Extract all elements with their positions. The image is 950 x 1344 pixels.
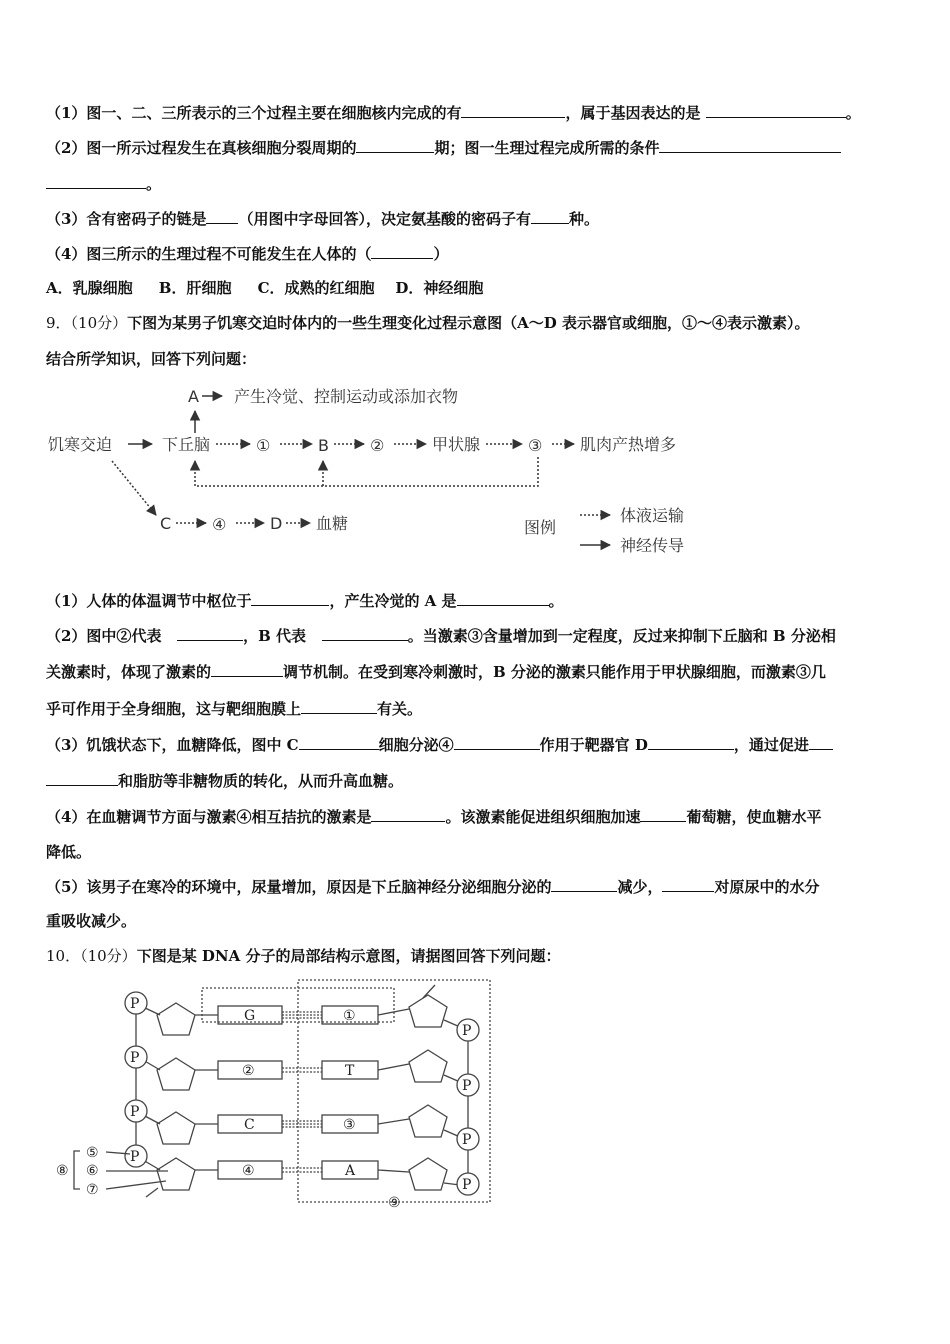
bond: [378, 1170, 409, 1172]
q9-sub-3: [46, 734, 833, 755]
q8-p1-text-a: （1）图一、二、三所表示的三个过程主要在细胞核内完成的有: [46, 104, 462, 122]
deoxyribose-left: [157, 1158, 195, 1190]
answer-blank: [648, 734, 734, 750]
legend-fluid-label: 体液运输: [620, 506, 685, 525]
q9-intro-a: 下图为某男子饥寒交迫时体内的一些生理变化过程示意图（A～D 表示器官或细胞，①～④表示激素）。: [127, 314, 810, 332]
q9-sub-4: [46, 806, 821, 827]
deoxyribose-right: [409, 995, 447, 1027]
q9-sub-5-cont: [46, 911, 136, 931]
answer-blank: [659, 137, 841, 153]
deoxyribose-left: [157, 1003, 195, 1035]
deoxyribose-left: [157, 1112, 195, 1144]
question-number: 9．（10分）: [46, 314, 128, 332]
q9-s3-text-b: 细胞分泌④: [378, 736, 454, 754]
q9-sub-1: [46, 590, 564, 611]
answer-blank: [322, 625, 408, 641]
phosphate-label: P: [462, 1023, 472, 1039]
option-a: A．乳腺细胞: [46, 279, 133, 297]
q9-intro-cont: [46, 349, 256, 369]
option-d: D．神经细胞: [395, 279, 484, 297]
label-5: ⑤: [86, 1145, 99, 1161]
q9-s2-text-g: 有关。: [377, 700, 423, 718]
phosphate-label: P: [130, 1104, 140, 1120]
feedback-arrow: [195, 457, 538, 486]
q8-p4-text-b: ）: [433, 245, 449, 263]
legend-title: 图例: [524, 518, 557, 537]
answer-blank: [301, 698, 377, 714]
phosphate-label: P: [462, 1078, 472, 1094]
legend-nerve-label: 神经传导: [620, 536, 685, 555]
q9-sub-2-cont-2: [46, 698, 422, 719]
answer-blank: [177, 625, 243, 641]
label-8: ⑧: [56, 1163, 69, 1179]
label-6: ⑥: [86, 1163, 99, 1179]
q8-line-1: [46, 102, 861, 123]
question-number: 10．（10分）: [46, 947, 137, 965]
phosphate-label: P: [130, 996, 140, 1012]
deoxyribose-right: [409, 1158, 447, 1190]
nerve-arrow: [112, 461, 156, 515]
node-b: B: [318, 436, 329, 455]
answer-blank: [454, 734, 540, 750]
q9-s5-text-a: （5）该男子在寒冷的环境中，尿量增加，原因是下丘脑神经分泌细胞分泌的: [46, 878, 552, 896]
q9-intro-b: 结合所学知识，回答下列问题：: [46, 350, 257, 368]
hormone-4: ④: [212, 515, 227, 534]
label-9: ⑨: [388, 1195, 401, 1211]
label-7: ⑦: [86, 1182, 99, 1198]
q9-s5-text-d: 重吸收减少。: [46, 912, 137, 930]
bond: [378, 1119, 409, 1124]
hormone-1: ①: [256, 436, 271, 455]
q9-s1-text-c: 。: [548, 592, 564, 610]
phosphate-label: P: [130, 1050, 140, 1066]
q9-s2-text-c: 。当激素③含量增加到一定程度，反过来抑制下丘脑和 B 分泌相: [407, 627, 836, 645]
deoxyribose-left: [157, 1058, 195, 1090]
bond: [378, 1064, 409, 1070]
q8-p4-text-a: （4）图三所示的生理过程不可能发生在人体的（: [46, 245, 372, 263]
q8-p2-text-a: （2）图一所示过程发生在真核细胞分裂周期的: [46, 139, 357, 157]
q9-s1-text-b: ，产生冷觉的 A 是: [329, 592, 457, 610]
base-label-left: ④: [242, 1163, 255, 1179]
answer-blank: [46, 173, 146, 189]
hormone-3: ③: [528, 436, 543, 455]
q9-s5-text-b: 减少，: [617, 878, 663, 896]
q8-p2-text-c: 。: [146, 175, 162, 193]
answer-blank: [706, 102, 846, 118]
answer-blank: [371, 806, 445, 822]
answer-blank: [531, 208, 569, 224]
answer-blank: [662, 876, 714, 892]
q9-s4-text-c: 葡萄糖，使血糖水平: [686, 808, 822, 826]
answer-blank: [211, 661, 283, 677]
q10-intro: [46, 946, 561, 966]
q9-intro: [46, 313, 810, 333]
result-text: 肌肉产热增多: [580, 435, 677, 454]
q8-p1-text-c: 。: [845, 104, 861, 122]
phosphate-label: P: [462, 1177, 472, 1193]
bracket: [74, 1151, 80, 1189]
node-c: C: [160, 514, 172, 533]
q8-options: [46, 278, 483, 298]
node-a: A: [188, 387, 199, 406]
pointer-line: [106, 1181, 166, 1189]
deoxyribose-right: [409, 1050, 447, 1082]
answer-blank: [206, 208, 238, 224]
q9-s3-text-d: ，通过促进: [733, 736, 809, 754]
q9-s3-text-c: 作用于靶器官 D: [539, 736, 648, 754]
q9-sub-4-cont: [46, 842, 91, 862]
q9-sub-5: [46, 876, 819, 897]
q9-s2-text-b: ，B 代表: [243, 627, 307, 645]
q9-s2-text-a: （2）图中②代表: [46, 627, 162, 645]
regulation-flow-diagram: [40, 375, 720, 570]
hormone-2: ②: [370, 436, 385, 455]
q9-s4-text-b: 。该激素能促进组织细胞加速: [445, 808, 641, 826]
q9-s2-text-f: 乎可作用于全身细胞，这与靶细胞膜上: [46, 700, 302, 718]
answer-blank: [640, 806, 686, 822]
answer-blank: [457, 590, 549, 606]
hypothalamus: 下丘脑: [162, 435, 211, 454]
q8-p1-text-b: ，属于基因表达的是: [565, 104, 701, 122]
base-label-left: G: [244, 1008, 256, 1024]
q9-s2-text-e: 调节机制。在受到寒冷刺激时，B 分泌的激素只能作用于甲状腺细胞，而激素③几: [283, 663, 826, 681]
answer-blank: [356, 137, 434, 153]
base-label-left: ②: [242, 1063, 255, 1079]
answer-blank: [551, 876, 617, 892]
q9-s1-text-a: （1）人体的体温调节中枢位于: [46, 592, 252, 610]
q8-line-3: [46, 208, 599, 229]
q9-s4-text-d: 降低。: [46, 843, 92, 861]
a-response-text: 产生冷觉、控制运动或添加衣物: [234, 387, 459, 406]
node-d: D: [270, 514, 283, 533]
answer-blank: [809, 734, 833, 750]
q9-s4-text-a: （4）在血糖调节方面与激素④相互拮抗的激素是: [46, 808, 372, 826]
base-pair-box: [202, 988, 394, 1022]
base-label-right: ①: [343, 1008, 356, 1024]
deoxyribose-right: [409, 1105, 447, 1137]
answer-blank: [299, 734, 379, 750]
base-label-left: C: [244, 1117, 255, 1133]
q10-intro-text: 下图是某 DNA 分子的局部结构示意图，请据图回答下列问题：: [136, 947, 561, 965]
answer-blank: [251, 590, 329, 606]
q8-p3-text-a: （3）含有密码子的链是: [46, 210, 207, 228]
answer-blank: [461, 102, 565, 118]
q9-s5-text-c: 对原尿中的水分: [714, 878, 820, 896]
blood-sugar: 血糖: [316, 514, 349, 533]
q8-p3-text-b: （用图中字母回答），决定氨基酸的密码子有: [238, 210, 531, 228]
base-label-right: ③: [343, 1117, 356, 1133]
q8-line-4: [46, 243, 448, 264]
answer-blank: [371, 243, 433, 259]
q8-line-2-cont: [46, 173, 161, 194]
q9-sub-2-cont: [46, 661, 826, 682]
q9-s3-text-e: 和脂肪等非糖物质的转化，从而升高血糖。: [118, 772, 404, 790]
q9-s3-text-a: （3）饥饿状态下，血糖降低，图中 C: [46, 736, 299, 754]
hydrogen-bonds: [282, 1012, 322, 1172]
thyroid: 甲状腺: [432, 435, 481, 454]
base-label-right: A: [345, 1163, 356, 1179]
phosphate-label: P: [130, 1149, 140, 1165]
phosphate-label: P: [462, 1132, 472, 1148]
q9-sub-3-cont: [46, 770, 403, 791]
option-c: C．成熟的红细胞: [257, 279, 375, 297]
answer-blank: [46, 770, 118, 786]
dna-structure-diagram: [50, 975, 510, 1215]
pointer-line: [146, 1188, 158, 1197]
q9-sub-2: [46, 625, 836, 646]
option-b: B．肝细胞: [158, 279, 232, 297]
q8-p2-text-b: 期；图一生理过程完成所需的条件: [434, 139, 660, 157]
q9-s2-text-d: 关激素时，体现了激素的: [46, 663, 212, 681]
base-label-right: T: [345, 1063, 355, 1079]
q8-p3-text-c: 种。: [568, 210, 599, 228]
start-stimulus: 饥寒交迫: [48, 435, 113, 454]
q8-line-2: [46, 137, 841, 158]
